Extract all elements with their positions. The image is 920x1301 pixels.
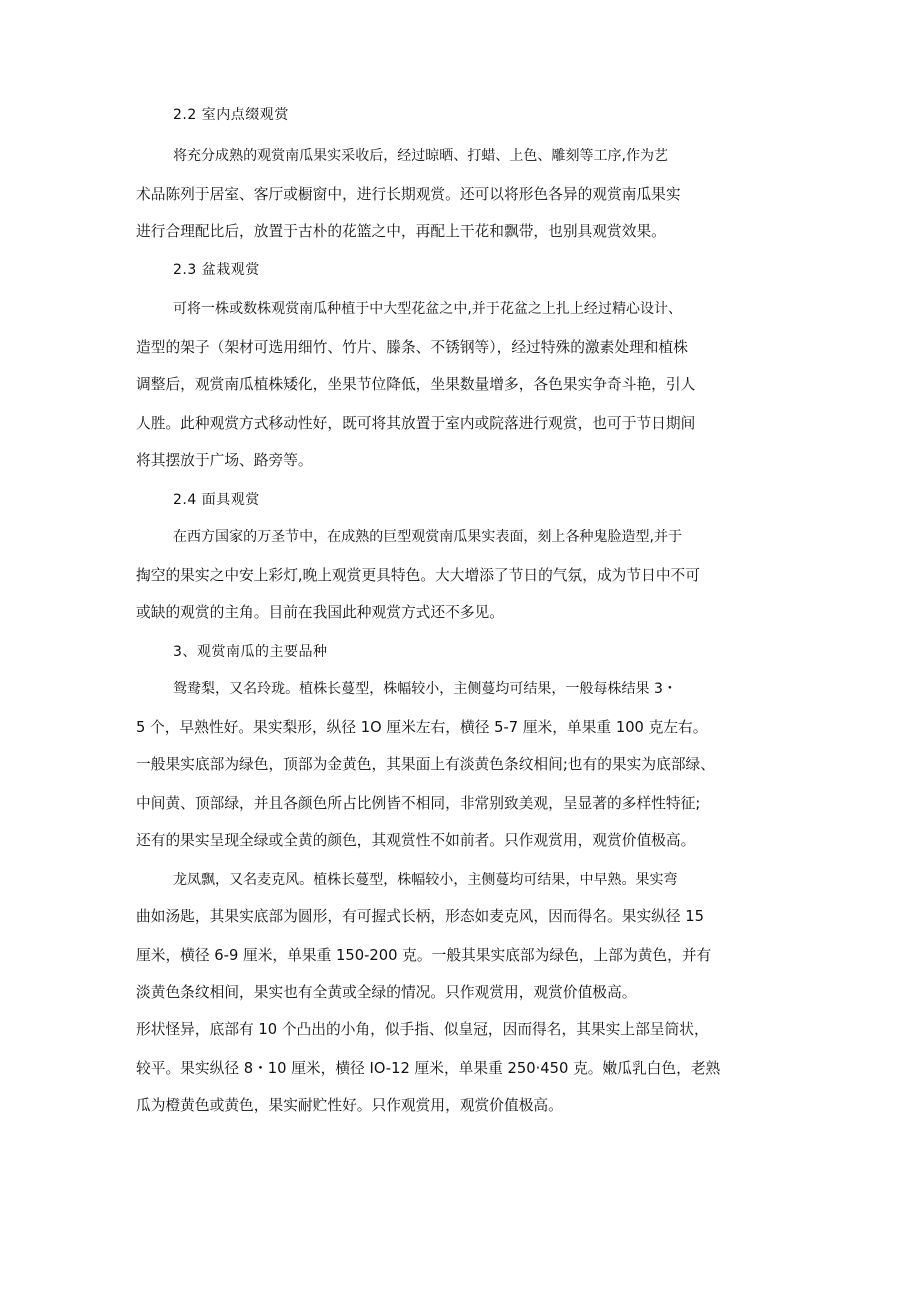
paragraph-line: 造型的架子（架材可选用细竹、竹片、滕条、不锈钢等），经过特殊的激素处理和植株 [136, 339, 688, 356]
paragraph-line: 调整后，观赏南瓜植株矮化，坐果节位降低，坐果数量增多，各色果实争奇斗艳，引人 [136, 376, 696, 393]
paragraph-line: 一般果实底部为绿色，顶部为金黄色，其果面上有淡黄色条纹相间;也有的果实为底部绿、 [136, 756, 715, 773]
paragraph-line: 曲如汤匙，其果实底部为圆形，有可握式长柄，形态如麦克风，因而得名。果实纵径 15 [136, 908, 705, 925]
paragraph-line: 龙凤飘，又名麦克风。植株长蔓型，株幅较小，主侧蔓均可结果，中早熟。果实弯 [173, 872, 678, 888]
paragraph-line: 将其摆放于广场、路旁等。 [136, 452, 313, 469]
section-2-4-heading: 2.4 面具观赏 [173, 492, 260, 508]
paragraph-line: 可将一株或数株观赏南瓜种植于中大型花盆之中,并于花盆之上扎上经过精心设计、 [173, 301, 683, 317]
paragraph-line: 淡黄色条纹相间，果实也有全黄或全绿的情况。只作观赏用，观赏价值极高。 [136, 984, 637, 1001]
paragraph-line: 较平。果实纵径 8・10 厘米，横径 IO-12 厘米，单果重 250·450 克。嫩瓜乳白色，老熟 [136, 1060, 721, 1077]
paragraph-line: 掏空的果实之中安上彩灯,晚上观赏更具特色。大大增添了节日的气氛，成为节日中不可 [136, 567, 700, 584]
paragraph-line: 术品陈列于居室、客厅或橱窗中，进行长期观赏。还可以将形色各异的观赏南瓜果实 [136, 186, 681, 203]
paragraph-line: 形状怪异，底部有 10 个凸出的小角，似手指、似皇冠，因而得名，其果实上部呈筒状， [136, 1021, 709, 1038]
paragraph-line: 人胜。此种观赏方式移动性好，既可将其放置于室内或院落进行观赏，也可于节日期间 [136, 415, 696, 432]
section-2-3-heading: 2.3 盆栽观赏 [173, 262, 260, 278]
paragraph-line: 进行合理配比后，放置于古朴的花篮之中，再配上干花和飘带，也别具观赏效果。 [136, 223, 666, 240]
section-3-heading: 3、观赏南瓜的主要品种 [173, 644, 328, 660]
paragraph-line: 还有的果实呈现全绿或全黄的颜色，其观赏性不如前者。只作观赏用，观赏价值极高。 [136, 832, 696, 849]
paragraph-line: 中间黄、顶部绿，并且各颜色所占比例皆不相同，非常别致美观，呈显著的多样性特征; [136, 795, 701, 812]
paragraph-line: 5 个，早熟性好。果实梨形，纵径 1O 厘米左右，横径 5-7 厘米，单果重 100 克左右。 [136, 719, 708, 736]
paragraph-line: 厘米，横径 6-9 厘米，单果重 150-200 克。一般其果实底部为绿色，上部为黄色，并有 [136, 947, 712, 964]
paragraph-line: 在西方国家的万圣节中，在成熟的巨型观赏南瓜果实表面，刻上各种鬼脸造型,并于 [173, 529, 683, 545]
section-2-2-heading: 2.2 室内点缀观赏 [173, 107, 289, 123]
paragraph-line: 将充分成熟的观赏南瓜果实采收后，经过晾晒、打蜡、上色、雕刻等工序,作为艺 [173, 148, 669, 164]
paragraph-line: 或缺的观赏的主角。目前在我国此种观赏方式还不多见。 [136, 604, 504, 621]
paragraph-line: 瓜为橙黄色或黄色，果实耐贮性好。只作观赏用，观赏价值极高。 [136, 1097, 563, 1114]
paragraph-line: 鸳鸯梨，又名玲珑。植株长蔓型，株幅较小，主侧蔓均可结果，一般每株结果 3・ [173, 681, 677, 697]
